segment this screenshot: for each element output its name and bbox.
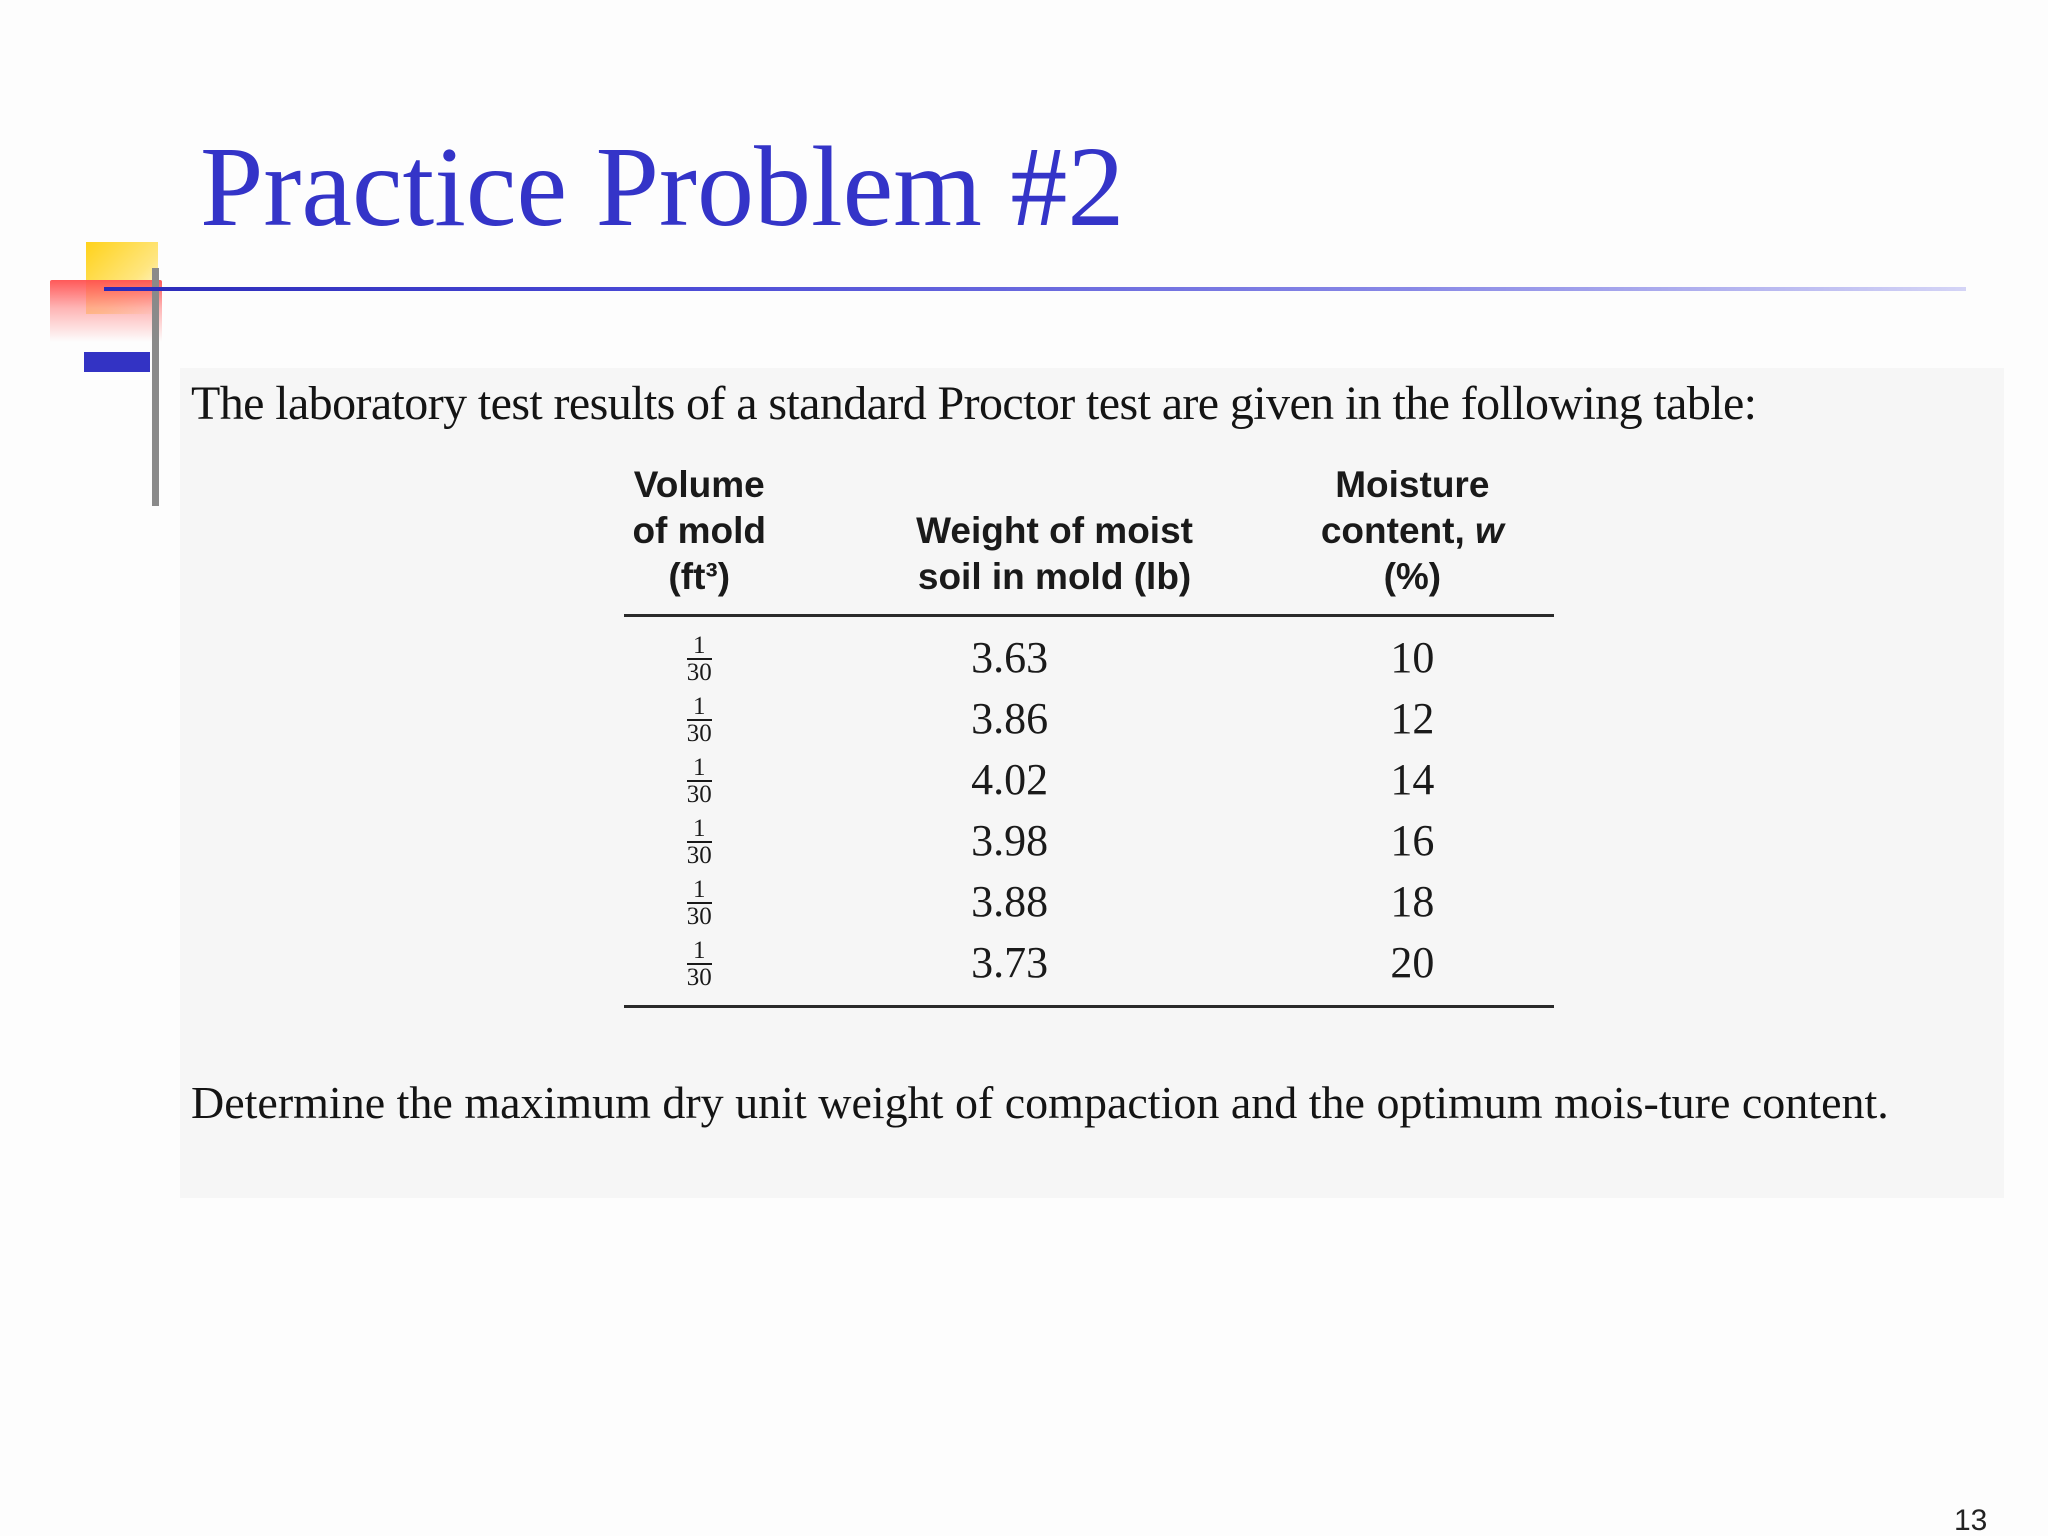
- cell-weight: 3.86: [971, 694, 1049, 743]
- cell-volume: [624, 749, 838, 810]
- table-row: [624, 932, 1554, 1007]
- cell-volume: [624, 932, 838, 1007]
- fraction-numerator: 1: [687, 694, 712, 721]
- volume-fraction: [687, 633, 712, 685]
- moisture-symbol: w: [1475, 510, 1504, 551]
- header-moisture-line: (%): [1383, 556, 1442, 597]
- fraction-denominator: 30: [686, 781, 712, 809]
- proctor-test-table: [624, 462, 1554, 1008]
- cell-volume: [624, 871, 838, 932]
- fraction-numerator: 1: [687, 755, 712, 782]
- fraction-numerator: 1: [687, 877, 712, 904]
- fraction-denominator: 30: [686, 903, 712, 931]
- table-row: [624, 688, 1554, 749]
- cell-moisture: 20: [1271, 932, 1554, 1007]
- header-weight-line: Weight of moist: [916, 510, 1193, 551]
- fraction-numerator: 1: [687, 938, 712, 965]
- ornament-vertical-line: [152, 268, 159, 506]
- title-underline: [104, 287, 1966, 291]
- cell-volume: [624, 616, 838, 689]
- table-row: [624, 810, 1554, 871]
- volume-fraction: [687, 694, 712, 746]
- fraction-numerator: 1: [687, 633, 712, 660]
- header-volume-line: Volume: [633, 464, 765, 505]
- ornament-blue-bar: [84, 352, 150, 372]
- cell-weight: 3.88: [971, 877, 1049, 926]
- cell-weight: 4.02: [971, 755, 1049, 804]
- fraction-denominator: 30: [686, 720, 712, 748]
- volume-fraction: [687, 755, 712, 807]
- problem-intro: The laboratory test results of a standard Proctor test are given in the following table:: [191, 377, 1757, 430]
- volume-fraction: [687, 877, 712, 929]
- header-volume-line: (ft³): [668, 556, 731, 597]
- table-header-row: [624, 462, 1554, 616]
- page-number: 13: [1954, 1504, 1988, 1537]
- table-row: [624, 616, 1554, 689]
- cell-volume: [624, 810, 838, 871]
- cell-volume: [624, 688, 838, 749]
- cell-weight: 3.98: [971, 816, 1049, 865]
- slide-title: Practice Problem #2: [200, 123, 1125, 250]
- fraction-denominator: 30: [686, 659, 712, 687]
- header-volume-line: of mold: [632, 510, 767, 551]
- header-moisture-line: content, w: [1320, 510, 1504, 551]
- cell-moisture: 10: [1390, 633, 1435, 682]
- cell-moisture: 16: [1390, 816, 1435, 865]
- cell-moisture: 14: [1390, 755, 1435, 804]
- cell-moisture: 18: [1390, 877, 1435, 926]
- cell-weight: 3.73: [838, 932, 1270, 1007]
- header-volume: [624, 462, 838, 616]
- header-weight: [838, 462, 1270, 616]
- header-weight-line: soil in mold (lb): [917, 556, 1192, 597]
- table-row: [624, 749, 1554, 810]
- cell-moisture: 12: [1390, 694, 1435, 743]
- problem-question: Determine the maximum dry unit weight of compaction and the optimum mois-ture content.: [191, 1077, 1889, 1128]
- volume-fraction: [687, 938, 712, 990]
- header-moisture-line: Moisture: [1335, 464, 1490, 505]
- table-row: [624, 871, 1554, 932]
- volume-fraction: [687, 816, 712, 868]
- fraction-denominator: 30: [686, 964, 712, 992]
- fraction-numerator: 1: [687, 816, 712, 843]
- header-moisture: [1271, 462, 1554, 616]
- cell-weight: 3.63: [971, 633, 1049, 682]
- fraction-denominator: 30: [686, 842, 712, 870]
- ornament-yellow-square: [86, 242, 158, 314]
